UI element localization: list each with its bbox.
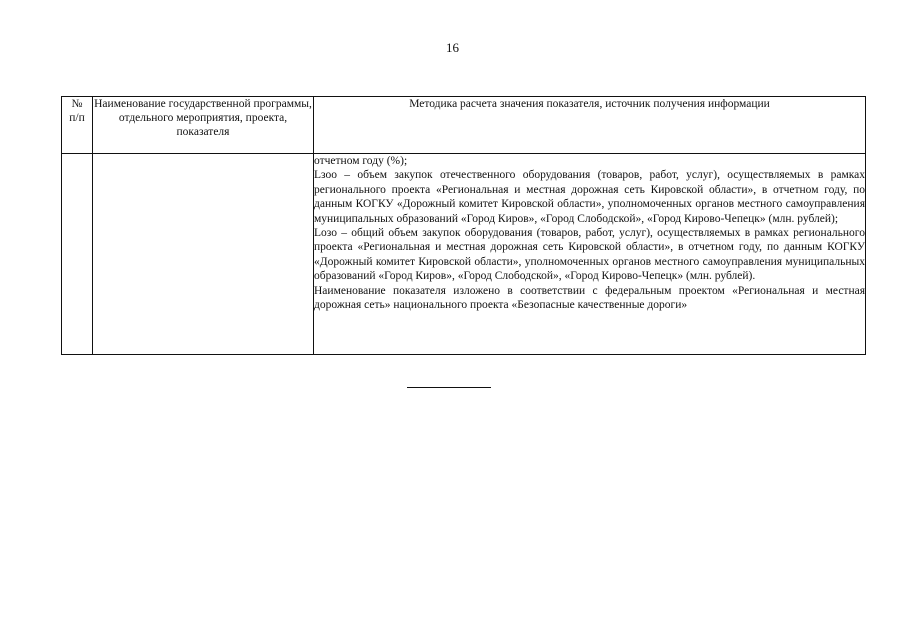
header-methodology: Методика расчета значения показателя, источник получения информации (314, 97, 866, 154)
cell-methodology (314, 154, 866, 355)
table-header-row (62, 97, 866, 154)
methodology-paragraph: Наименование показателя изложено в соответствии с федеральным проектом «Региональная и местная дорожная сеть» национального проекта «Безопасные качественные дороги» (314, 284, 865, 312)
cell-number (62, 154, 93, 355)
indicator-methodology-table (61, 96, 866, 355)
methodology-paragraph: Lзоо – объем закупок отечественного оборудования (товаров, работ, услуг), осуществляемых в рамках регионального проекта «Региональная и местная дорожная сеть Кировской области», в отчетном году, по данным КОГКУ «Дорожный комитет Кировской области», уполномоченных органов местного самоуправления муниципальных образований «Город Киров», «Город Слободской», «Город Кирово-Чепецк» (млн. рублей); (314, 169, 865, 225)
page-number: 16 (446, 40, 459, 55)
table-row (62, 154, 866, 355)
cell-program-name (93, 154, 314, 355)
closing-divider (407, 387, 491, 388)
methodology-paragraph: Lозо – общий объем закупок оборудования (товаров, работ, услуг), осуществляемых в рамках регионального проекта «Региональная и местная дорожная сеть Кировской области», в отчетном году, по данным КОГКУ «Дорожный комитет Кировской области», уполномоченных органов местного самоуправления муниципальных образований «Город Киров», «Город Слободской», «Город Кирово-Чепецк» (млн. рублей). (314, 227, 865, 283)
header-number: № п/п (62, 97, 93, 154)
methodology-paragraph: отчетном году (%); (314, 155, 408, 167)
header-program-name: Наименование государственной программы, отдельного мероприятия, проекта, показателя (93, 97, 314, 154)
